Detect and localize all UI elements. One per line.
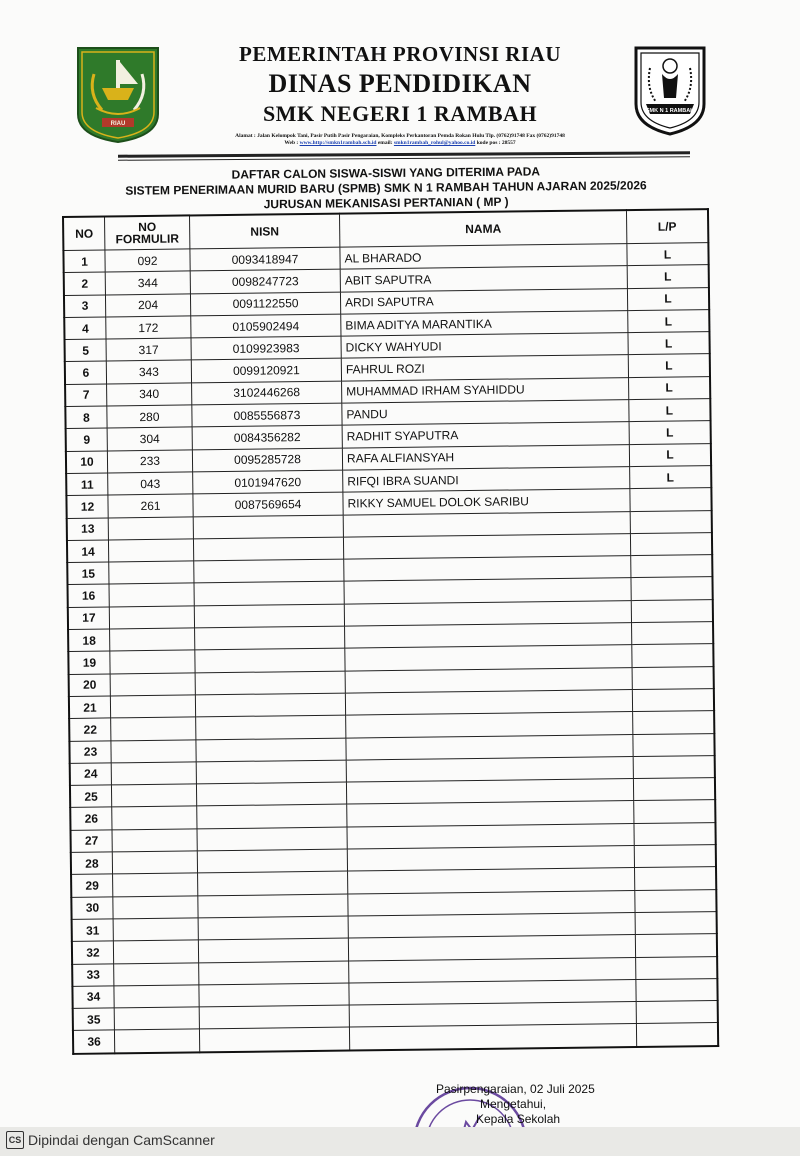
cell-nisn: 0099120921 (191, 359, 341, 383)
cell-nisn: 3102446268 (192, 381, 342, 405)
header-formulir: NO FORMULIR (105, 215, 190, 250)
cell-no: 18 (68, 629, 110, 652)
cell-no: 16 (68, 584, 110, 607)
cell-formulir (112, 829, 197, 852)
website-link[interactable]: www.http://smkn1rambah.sch.id (299, 140, 377, 146)
cell-formulir: 043 (108, 472, 193, 495)
cell-lp (630, 488, 712, 511)
cell-lp (636, 978, 718, 1001)
cell-no: 15 (67, 562, 109, 585)
cell-no: 1 (63, 250, 105, 273)
cell-nisn: 0101947620 (193, 470, 343, 494)
signature-block (436, 1082, 595, 1127)
cell-nisn: 0084356282 (192, 425, 342, 449)
cell-lp (636, 956, 718, 979)
cell-nisn (195, 693, 345, 717)
address-text: Alamat : Jalan Kelompok Tani, Pasir Putih Pasir Pengaraian, Kompleks Perkantoran Pemda Rokan Hulu Tlp. (0762)91748 Fax (0762)91748 (235, 133, 565, 139)
cell-nisn (196, 782, 346, 806)
cell-formulir (114, 1029, 199, 1053)
cell-formulir (109, 561, 194, 584)
cell-no: 26 (70, 807, 112, 830)
email-link[interactable]: smkn1rambah_rohul@yahoo.co.id (393, 140, 476, 146)
cell-nisn: 0087569654 (193, 492, 343, 516)
web-prefix: Web : (284, 140, 300, 146)
cell-no: 25 (70, 785, 112, 808)
cell-lp (631, 555, 713, 578)
cell-lp (636, 1001, 718, 1024)
cell-nama: ARDI SAPUTRA (340, 288, 627, 314)
cell-nisn (195, 648, 345, 672)
cell-lp: L (628, 354, 710, 377)
cell-lp (635, 889, 717, 912)
postal-code: kode pos : 28557 (475, 140, 516, 146)
cell-lp (630, 532, 712, 555)
cell-no: 12 (66, 495, 108, 518)
cell-formulir: 304 (107, 427, 192, 450)
cell-nisn (197, 804, 347, 828)
cell-nama: BIMA ADITYA MARANTIKA (341, 310, 628, 336)
letterhead-address (170, 133, 630, 147)
header-no: NO (63, 216, 105, 250)
cell-formulir: 317 (106, 338, 191, 361)
cell-nisn (196, 760, 346, 784)
cell-nisn (194, 582, 344, 606)
cell-nisn (198, 871, 348, 895)
camscanner-watermark (0, 1127, 800, 1156)
cell-nisn (198, 916, 348, 940)
cell-no: 27 (71, 830, 113, 853)
cell-nama: FAHRUL ROZI (341, 355, 628, 381)
cell-no: 10 (66, 451, 108, 474)
cell-formulir: 092 (105, 249, 190, 272)
camscanner-text: Dipindai dengan CamScanner (28, 1132, 215, 1148)
accepted-students-table (62, 208, 719, 1055)
cell-lp (632, 666, 714, 689)
cell-lp (633, 711, 715, 734)
cell-lp (633, 733, 715, 756)
cell-formulir (114, 962, 199, 985)
cell-nisn (199, 983, 349, 1007)
cell-nisn (193, 515, 343, 539)
cell-nama: RAFA ALFIANSYAH (342, 444, 629, 470)
cell-formulir (110, 650, 195, 673)
letterhead-school: SMK NEGERI 1 RAMBAH (262, 101, 538, 126)
cell-lp: L (629, 376, 711, 399)
cell-nama: PANDU (342, 400, 629, 426)
cell-nisn (196, 715, 346, 739)
cell-formulir: 343 (106, 360, 191, 383)
cell-nisn: 0098247723 (190, 269, 340, 293)
cell-no: 30 (71, 897, 113, 920)
cell-nama: DICKY WAHYUDI (341, 333, 628, 359)
cell-nisn (197, 849, 347, 873)
cell-no: 13 (67, 518, 109, 541)
cell-no: 4 (64, 317, 106, 340)
cell-lp: L (629, 399, 711, 422)
camscanner-icon: CS (6, 1131, 24, 1149)
header-nama: NAMA (339, 210, 626, 247)
cell-no: 23 (69, 740, 111, 763)
cell-nisn (198, 938, 348, 962)
cell-nisn: 0095285728 (192, 448, 342, 472)
emblem-right-label: SMK N 1 RAMBAH (645, 108, 695, 114)
cell-formulir (108, 539, 193, 562)
cell-formulir (111, 762, 196, 785)
cell-formulir: 340 (107, 383, 192, 406)
cell-formulir (110, 628, 195, 651)
cell-nisn (196, 738, 346, 762)
cell-nisn (199, 961, 349, 985)
emblem-left-label: RIAU (110, 121, 126, 127)
cell-lp (631, 599, 713, 622)
cell-lp (632, 689, 714, 712)
cell-no: 29 (71, 874, 113, 897)
cell-lp (634, 800, 716, 823)
cell-lp (633, 778, 715, 801)
cell-nisn (198, 894, 348, 918)
cell-no: 34 (72, 986, 114, 1009)
cell-no: 11 (66, 473, 108, 496)
cell-formulir (113, 873, 198, 896)
cell-nama: RIFQI IBRA SUANDI (343, 467, 630, 493)
cell-lp: L (627, 243, 709, 266)
signature-place-date: Pasirpengaraian, 02 Juli 2025 (436, 1082, 595, 1096)
cell-no: 21 (69, 696, 111, 719)
header-lp: L/P (626, 209, 708, 243)
school-emblem-icon (632, 44, 708, 136)
student-table-wrapper (62, 208, 719, 1055)
cell-nisn (195, 626, 345, 650)
contact-line (170, 140, 630, 147)
cell-formulir: 233 (107, 450, 192, 473)
cell-no: 19 (68, 651, 110, 674)
cell-lp: L (630, 466, 712, 489)
cell-nama: RADHIT SYAPUTRA (342, 422, 629, 448)
cell-formulir: 344 (105, 271, 190, 294)
cell-lp: L (629, 443, 711, 466)
cell-formulir (109, 583, 194, 606)
title-line-2: SISTEM PENERIMAAN MURID BARU (SPMB) SMK N 1 RAMBAH TAHUN AJARAN 2025/2026 (125, 178, 647, 198)
title-line-1: DAFTAR CALON SISWA-SISWI YANG DITERIMA PADA (231, 164, 541, 182)
cell-formulir: 261 (108, 494, 193, 517)
cell-lp (635, 867, 717, 890)
cell-lp: L (628, 309, 710, 332)
cell-no: 2 (64, 272, 106, 295)
cell-no: 35 (73, 1008, 115, 1031)
cell-lp: L (629, 421, 711, 444)
cell-formulir (110, 673, 195, 696)
cell-formulir (114, 1007, 199, 1030)
cell-no: 9 (66, 428, 108, 451)
cell-formulir: 280 (107, 405, 192, 428)
cell-no: 5 (65, 339, 107, 362)
document-titles (96, 163, 676, 214)
cell-lp (630, 510, 712, 533)
letterhead (170, 42, 630, 147)
cell-no: 17 (68, 607, 110, 630)
cell-nisn (197, 827, 347, 851)
cell-no: 20 (69, 674, 111, 697)
cell-no: 33 (72, 963, 114, 986)
riau-province-emblem-icon (74, 44, 162, 144)
cell-nisn: 0091122550 (190, 292, 340, 316)
cell-nisn (199, 1027, 349, 1052)
cell-lp: L (627, 287, 709, 310)
cell-lp (631, 577, 713, 600)
cell-no: 32 (72, 941, 114, 964)
cell-lp (633, 755, 715, 778)
cell-formulir (110, 695, 195, 718)
email-prefix: email: (376, 140, 394, 146)
cell-nisn (193, 537, 343, 561)
cell-formulir: 204 (105, 294, 190, 317)
cell-lp (632, 622, 714, 645)
cell-formulir (114, 985, 199, 1008)
cell-no: 31 (72, 919, 114, 942)
cell-lp (632, 644, 714, 667)
header-nisn: NISN (190, 214, 340, 249)
cell-nama (349, 1024, 636, 1050)
cell-no: 14 (67, 540, 109, 563)
title-line-3: JURUSAN MEKANISASI PERTANIAN ( MP ) (263, 194, 509, 212)
cell-formulir (112, 806, 197, 829)
cell-nisn (194, 559, 344, 583)
cell-nisn (195, 671, 345, 695)
cell-nama: AL BHARADO (340, 244, 627, 270)
cell-formulir (111, 784, 196, 807)
cell-no: 28 (71, 852, 113, 875)
signature-role: Kepala Sekolah (476, 1112, 561, 1126)
table-body (63, 243, 718, 1054)
cell-no: 24 (70, 763, 112, 786)
cell-nisn: 0109923983 (191, 336, 341, 360)
cell-lp: L (627, 265, 709, 288)
signature-known-by: Mengetahui, (480, 1097, 547, 1111)
cell-nama: RIKKY SAMUEL DOLOK SARIBU (343, 489, 630, 515)
cell-nisn: 0085556873 (192, 403, 342, 427)
cell-formulir: 172 (106, 316, 191, 339)
cell-nisn (199, 1005, 349, 1029)
letterhead-department: DINAS PENDIDIKAN (268, 69, 532, 98)
cell-lp (634, 845, 716, 868)
cell-lp (636, 1023, 718, 1047)
cell-lp: L (628, 332, 710, 355)
cell-formulir (113, 896, 198, 919)
cell-no: 8 (65, 406, 107, 429)
cell-no: 7 (65, 384, 107, 407)
cell-no: 6 (65, 361, 107, 384)
cell-formulir (108, 516, 193, 539)
cell-nama: ABIT SAPUTRA (340, 266, 627, 292)
cell-nisn: 0093418947 (190, 247, 340, 271)
cell-no: 3 (64, 295, 106, 318)
cell-no: 36 (73, 1030, 115, 1053)
cell-nisn (194, 604, 344, 628)
cell-lp (635, 934, 717, 957)
cell-nama: MUHAMMAD IRHAM SYAHIDDU (342, 377, 629, 403)
cell-formulir (109, 606, 194, 629)
cell-formulir (111, 739, 196, 762)
cell-formulir (111, 717, 196, 740)
cell-nisn: 0105902494 (191, 314, 341, 338)
letterhead-government: PEMERINTAH PROVINSI RIAU (239, 42, 561, 66)
cell-formulir (112, 851, 197, 874)
cell-formulir (113, 940, 198, 963)
cell-lp (634, 822, 716, 845)
cell-no: 22 (69, 718, 111, 741)
cell-lp (635, 911, 717, 934)
cell-formulir (113, 918, 198, 941)
